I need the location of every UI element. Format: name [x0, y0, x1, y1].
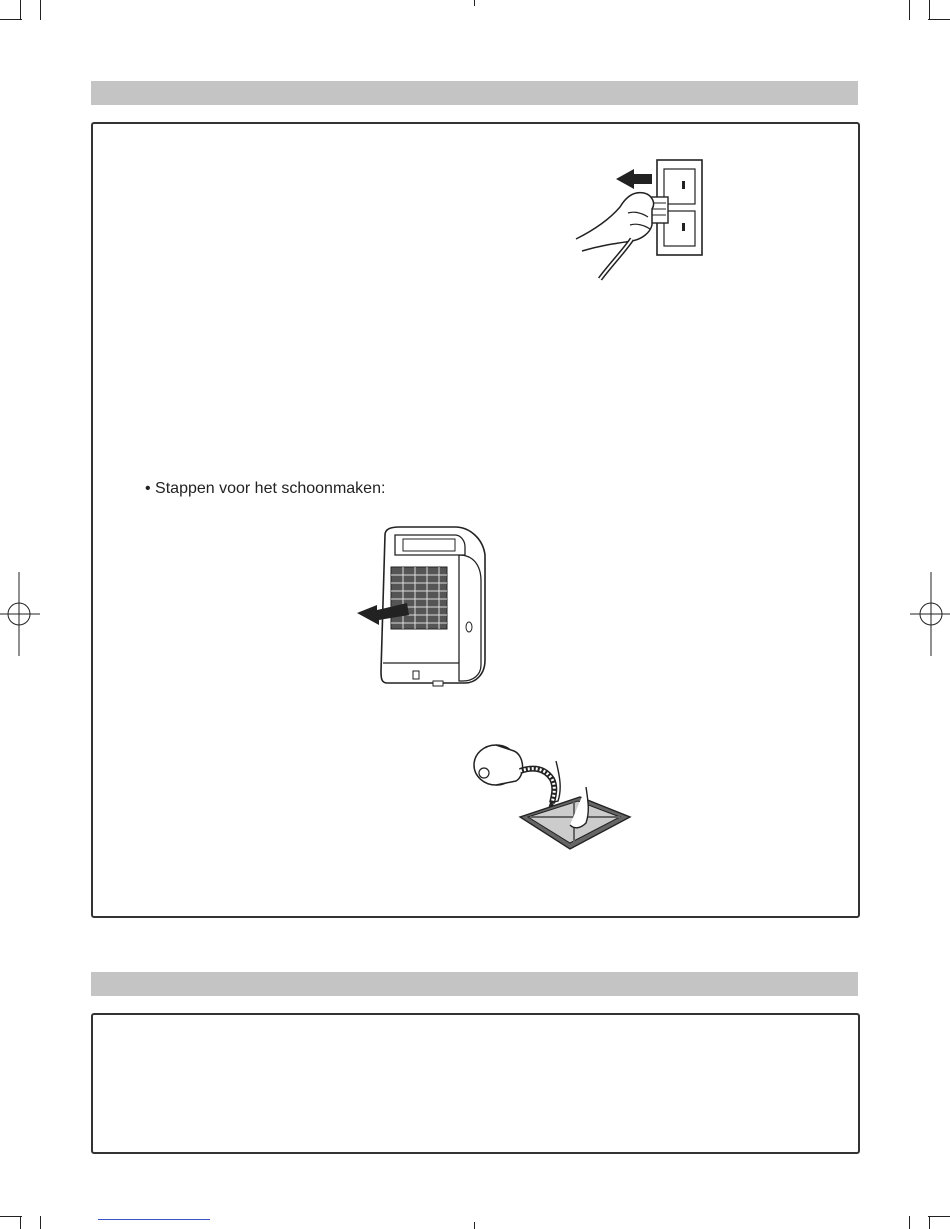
- crop-mark: [928, 1216, 950, 1217]
- content-frame: [91, 1013, 860, 1154]
- cleaning-steps-bullet: • Stappen voor het schoonmaken:: [145, 480, 386, 497]
- hand-unplugging-plug-icon: [572, 155, 706, 285]
- crop-mark: [909, 0, 910, 20]
- registration-mark: [910, 572, 950, 656]
- crop-mark: [20, 0, 21, 20]
- crop-mark: [474, 1222, 475, 1229]
- vacuum-cleaning-filter-icon: [470, 737, 635, 865]
- crop-mark: [928, 19, 950, 20]
- dehumidifier-filter-removal-icon: [355, 525, 490, 690]
- crop-mark: [929, 0, 930, 20]
- footer-link-underline: [98, 1219, 210, 1220]
- registration-mark: [0, 572, 40, 656]
- section-header-bar: [91, 972, 858, 996]
- section-header-bar: [91, 81, 858, 105]
- crop-mark: [929, 1216, 930, 1229]
- crop-mark: [474, 0, 475, 6]
- crop-mark: [0, 19, 22, 20]
- crop-mark: [0, 1216, 22, 1217]
- crop-mark: [20, 1216, 21, 1229]
- crop-mark: [40, 1216, 41, 1229]
- crop-mark: [909, 1216, 910, 1229]
- crop-mark: [40, 0, 41, 20]
